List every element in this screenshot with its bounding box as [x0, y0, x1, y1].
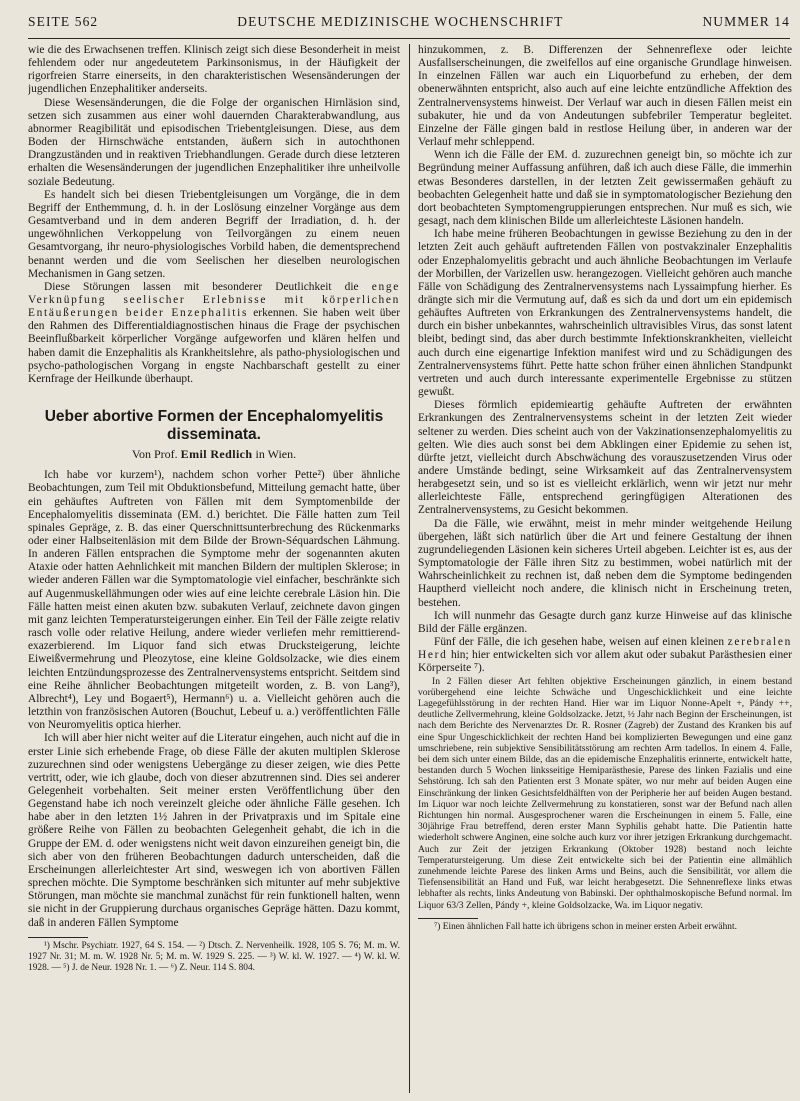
text-run: erkennen. Sie haben weit über den Rahmen des Differentialdiagnostischen hinaus die Frage der psychischen Beeinflußbarkeit körperlicher Vorgänge aufgeworfen und klären helfen und haben damit die Enzephalitis als Krankheitslehre, als patho-physiologischen und psycho-pathologischen Vorgang in engste Nachbarschaft gestellt zu einer Kernfrage der Heilkunde überhaupt. [28, 307, 400, 385]
paragraph: Da die Fälle, wie erwähnt, meist in mehr minder weitgehende Heilung übergehen, läßt sich natürlich über die Art und feinere Gestaltung der ihnen zugrundeliegenden Läsionen kein sicheres Urteil abgeben. Leichter ist es, aus der Symptomatologie der Fälle ihren Sitz zu bestimmen, wobei natürlich mit der Wahrscheinlichkeit zu rechnen ist, daß neben dem die Symptome bedingenden Hauptherd vielleicht noch andere, die klinisch nicht in Erscheinung treten, bestehen. [418, 517, 792, 609]
case-report [418, 676, 792, 911]
text-run: hin; hier entwickelten sich vor allem akut oder subakut Parästhesien einer Körperseite ⁷). [418, 649, 792, 675]
running-head [28, 10, 790, 39]
text-run: Fünf der Fälle, die ich gesehen habe, weisen auf einen kleinen [434, 636, 728, 649]
byline-prefix: Von Prof. [131, 447, 181, 462]
author-name: Emil Redlich [180, 447, 253, 462]
case-report-text: In 2 Fällen dieser Art fehlten objektive Erscheinungen gänzlich, in einem bestand vorübergehend eine leichte Schwäche und Ungeschicklichkeit und eine leichte Lagegefühlsstörung in der rechten Hand. Hier war im Liquor Nonne-Apelt +, Pándy ++, deutliche Zellvermehrung, kleine Goldsolzacke. Jetzt, ½ Jahr nach Beginn der Erscheinungen, ist nach dem Berichte des Nervenarztes Dr. R. Rosner (Zagreb) der Zustand des Kranken bis auf eine Spur Ungeschicklichkeit der rechten Hand bei komplizierten Bewegungen und eine ganz umschriebene, rein subjektive Sensibilitätsstörung am rechten Arm tadellos. In einem 4. Falle, bei dem sich unter einem Bilde, das an die epidemische Enzephalitis erinnerte, entwickelt hatte, bestanden durch 5 Wochen linksseitige Hemiparästhesie, Parese des linken Fazialis und eine Sehstörung. Ich sah den Patienten erst 3 Monate später, wo nur mehr auf beiden Augen eine Einschränkung der linken Gesichtsfeldhälften von der Peripherie her auf beiden Augen bestand. Im Liquor war noch leichte Zellvermehrung zu konstatieren, sonst war der Befund nach allen Richtungen hin normal. Ausgesprochener waren die Erscheinungen in einem 5. Falle, eine 30jährige Frau betreffend, deren erster Mann Syphilis gehabt hatte. Die Patientin hatte wiederholt schwere Anginen, eine solche auch kurz vor ihrer jetzigen Erkrankung durchgemacht. Auch zur Zeit der jetzigen Erkrankung (Oktober 1928) bestand noch leichte Temperatursteigerung. Um diese Zeit entwickelte sich bei der Patientin eine allmählich zunehmende leichte Parese des linken Arms und Beins, auch die Sensibilität, vor allem die Tiefensensibilität an Hand und Fuß, war leicht herabgesetzt. Die Sehnenreflexe links etwas lebhafter als rechts, links Andeutung von Babinski. Der ophthalmoskopische Befund normal. Im Liquor 63/3 Zellen, Pándy +, kleine Goldsolzacke, Wa. im Liquor negativ. [418, 675, 792, 911]
paragraph: Ich will aber hier nicht weiter auf die Literatur eingehen, auch nicht auf die in erster Linie sich erhebende Frage, ob diese Fälle der akuten multiplen Sklerose zuzurechnen sind oder wenigstens Uebergänge zu dieser zeigen, wie dies Pette vertritt, oder, wie ich glaube, doch von dieser abzutrennen sind. Dies sei anderer Gelegenheit vorbehalten. Seit meiner ersten Veröffentlichung über den Gegenstand habe ich noch vereinzelt gleiche oder ähnliche Fälle gesehen. Ich habe aber in den letzten 1½ Jahren in der Privatpraxis und im Spitale eine größere Reihe von Fällen zu beobachten Gelegenheit gehabt, die ich in die Gruppe der EM. d. oder wenigstens nicht weit davon einzureihen geneigt bin, die sich aber von den früheren Beobachtungen dadurch unterscheiden, daß die Erscheinungen allerleichtester Art sind, weswegen ich von abortiven Fällen sprechen möchte. Die Symptome beschränken sich mitunter auf mehr subjektive Störungen, man möchte sie manchmal zunächst für rein funktionell halten, wenn sie nicht in der Gruppierung durchaus organisches Gepräge hätten. Dazu kommt, daß in anderen Fällen Symptome [28, 732, 400, 929]
right-column [418, 44, 792, 1094]
footnote: ⁷) Einen ähnlichen Fall hatte ich übrigens schon in meiner ersten Arbeit erwähnt. [434, 921, 737, 932]
journal-title: DEUTSCHE MEDIZINISCHE WOCHENSCHRIFT [237, 14, 564, 29]
paragraph: Es handelt sich bei diesen Triebentgleisungen um Vorgänge, die in dem Begriff der Enthemmung, d. h. in der Loslösung einzelner Vorgänge aus dem Gesamtverband und in dem anderen Begriff der Irradiation, d. h. der ungewöhnlichen Verkoppelung von Teilvorgängen zu einem neuen Gesamtvorgang, ihr neuro-physiologisches Vorbild haben, die dementsprechend benannt werden und die vom Seelischen her dieselben neurologischen Mechanismen in Gang setzen. [28, 188, 400, 280]
footnotes [418, 922, 792, 933]
paragraph: Ich habe meine früheren Beobachtungen in gewisse Beziehung zu den in der letzten Zeit auch gehäuft auftretenden Fällen von postvakzinaler Enzephalitis oder Enzephalomyelitis gebracht und auch ähnliche Beobachtungen im Verlaufe der Morbillen, der Varizellen usw. herangezogen. Vielleicht gehören auch manche Fälle von Schädigung des Zentralnervensystems nach Lyssaimpfung hierher. Es drängte sich mir die Vermutung auf, daß es sich da und dort um ein epidemisch gehäuftes Auftreten von Erkrankungen des Zentralnervensystems handelt, die durch ein bisher unbekanntes, wahrscheinlich ultravisibles Virus, das sonst latent bleibt, bedingt sind, das aber durch bestimmte Infektionskrankheiten, vielleicht auch durch eine eigenartige Infektion manifest wird und zu Schädigungen des Zentralnervensystems führt. Pette hatte schon früher einen ähnlichen Standpunkt vertreten und auch durch interessante experimentelle Ergebnisse zu stützen gewußt. [418, 228, 792, 399]
spaced-emphasis: enge Verknüpfung seelischer Erlebnisse mit körperlichen Entäußerungen beider Enzephalitis [28, 280, 400, 320]
page-number: SEITE 562 [28, 14, 99, 29]
paragraph [28, 281, 400, 386]
footnote-rule [418, 918, 478, 919]
byline [28, 448, 400, 461]
paragraph: wie die des Erwachsenen treffen. Klinisch zeigt sich diese Besonderheit in meist fehlendem oder nur angedeutetem Parkinsonismus, in der Häufigkeit der rigorfreien Starre einerseits, in den charakteristischen Wesensänderungen der jugendlichen Enzephalitiker anderseits. [28, 44, 400, 96]
footnote: ¹) Mschr. Psychiatr. 1927, 64 S. 154. — ²) Dtsch. Z. Nervenheilk. 1928, 105 S. 76; M. m. W. 1927 Nr. 31; M. m. W. 1928 Nr. 5; M. m. W. 1929 S. 225. — ³) W. kl. W. 1927. — ⁴) W. kl. W. 1928. — ⁵) J. de Neur. 1928 Nr. 1. — ⁶) Z. Neur. 114 S. 804. [28, 940, 400, 973]
paragraph [418, 636, 792, 675]
paragraph: Ich will nunmehr das Gesagte durch ganz kurze Hinweise auf das klinische Bild der Fälle ergänzen. [418, 609, 792, 635]
left-column [28, 44, 400, 1094]
byline-suffix: in Wien. [252, 447, 297, 462]
text-run: Diese Störungen lassen mit besonderer Deutlichkeit die [44, 280, 372, 293]
paragraph: Diese Wesensänderungen, die die Folge der organischen Hirnläsion sind, setzen sich zusammen aus einer wohl dauernden Charakterabwandlung, aus abnormer Reagibilität und episodischen Triebentgleisungen. Diese, aus dem Boden der Hirnschwäche entstanden, äußern sich in autochthonen Drangzuständen und in reaktiven Triebhandlungen. Gerade durch diese letzteren erhalten die Wesensänderungen der jugendlichen Enzephalitiker ihre unheilvolle soziale Bedeutung. [28, 96, 400, 188]
paragraph: Dieses förmlich epidemieartig gehäufte Auftreten der erwähnten Erkrankungen des Zentralnervensystems scheint in der letzten Zeit wieder seltener zu werden. Dies scheint auch von der Vakzinationsenzephalomyelitis zu gelten. Wie dies auch sonst bei dem Abklingen einer Epidemie zu sehen ist, dürfte jetzt, vielleicht durch Abschwächung des vorauszusetzenden Virus oder andere Umstände bedingt, seine Wirksamkeit auf das Zentralnervensystem herabgesetzt sein, und so ist es vielleicht erklärlich, wenn wir jetzt nur mehr allerleichteste Fälle, entsprechend geringfügigen Alterationen des Zentralnervensystems, zu Gesicht bekommen. [418, 399, 792, 517]
paragraph: Wenn ich die Fälle der EM. d. zuzurechnen geneigt bin, so möchte ich zur Begründung meiner Auffassung anführen, daß ich auch diese Fälle, die immerhin etwas Besonderes darstellen, in der letzten Zeit gewissermaßen gehäuft zu beobachten Gelegenheit hatte und daß sie in symptomatologischer Beziehung den dort beobachteten Symptomengruppierungen entsprechen. Nur muß es sich, wie gesagt, nach dem klinischen Bilde um allerleichteste Läsionen handeln. [418, 149, 792, 228]
issue-number: NUMMER 14 [702, 14, 790, 29]
paragraph: hinzukommen, z. B. Differenzen der Sehnenreflexe oder leichte Ausfallserscheinungen, die zweifellos auf eine organische Grundlage hinweisen. In einzelnen Fällen war auch ein Liquorbefund zu erheben, der dem obenerwähnten entspricht, also auch auf eine leichte entzündliche Affektion des Zentralnervensystems hinweist. Der Verlauf war auch in diesen Fällen meist ein subakuter, hie und da von Andeutungen subfebriler Temperatur begleitet. Einzelne der Fälle gingen bald in restlose Heilung über, in anderen war der Verlauf mehr schleppend. [418, 44, 792, 149]
article-title: Ueber abortive Formen der Encephalomyelitis disseminata. [44, 408, 384, 444]
column-rule [409, 44, 410, 1093]
spaced-emphasis: zerebralen Herd [418, 636, 792, 662]
footnote-rule [28, 937, 88, 938]
paragraph: Ich habe vor kurzem¹), nachdem schon vorher Pette²) über ähnliche Beobachtungen, zum Teil mit Obduktionsbefund, Mitteilung gemacht hatte, über ein gehäuftes Auftreten von Fällen mit dem Symptomenbilde der Encephalomyelitis disseminata (EM. d.) berichtet. Die Fälle hatten zum Teil spinales Gepräge, z. B. das einer Querschnittsunterbrechung des Rückenmarks oder einer Halbseitenläsion mit dem Bilde der Brown-Séquardschen Lähmung. In anderen Fällen entsprachen die Symptome mehr der sogenannten akuten Ataxie oder hatten Aehnlichkeit mit manchen Bildern der multiplen Sklerose; in wieder anderen Fällen war die Symptomatologie viel einfacher, beschränkte sich auf Augenmuskellähmungen oder wies auf eine leichte cerebrale Läsion hin. Die Fälle hatten meist einen akuten bzw. subakuten Verlauf, zeichnete davon gingen mit ganz leichten Temperatursteigerungen einher. Ein Teil der Fälle zeigte relativ rasch volle oder relative Heilung, andere wieder verliefen mehr remittierend-exazerbierend. Im Liquor fand sich etwas Drucksteigerung, leichte Eiweißvermehrung und Pleozytose, eine kleine Goldsolzacke, wie dies einem leichten Entzündungsprozesse des Zentralnervensystems entspricht. Seitdem sind eine Reihe ähnlicher Beobachtungen mitgeteilt worden, z. B. von Lang³), Albrecht⁴), Ley und Bogaert⁵), Hermann⁶) u. a. Vielleicht gehören auch die letzthin von französischen Autoren (Bouchut, Lebeuf u. a.) veröffentlichten Fälle von Neuromyelitis optica hierher. [28, 469, 400, 732]
footnotes [28, 941, 400, 974]
